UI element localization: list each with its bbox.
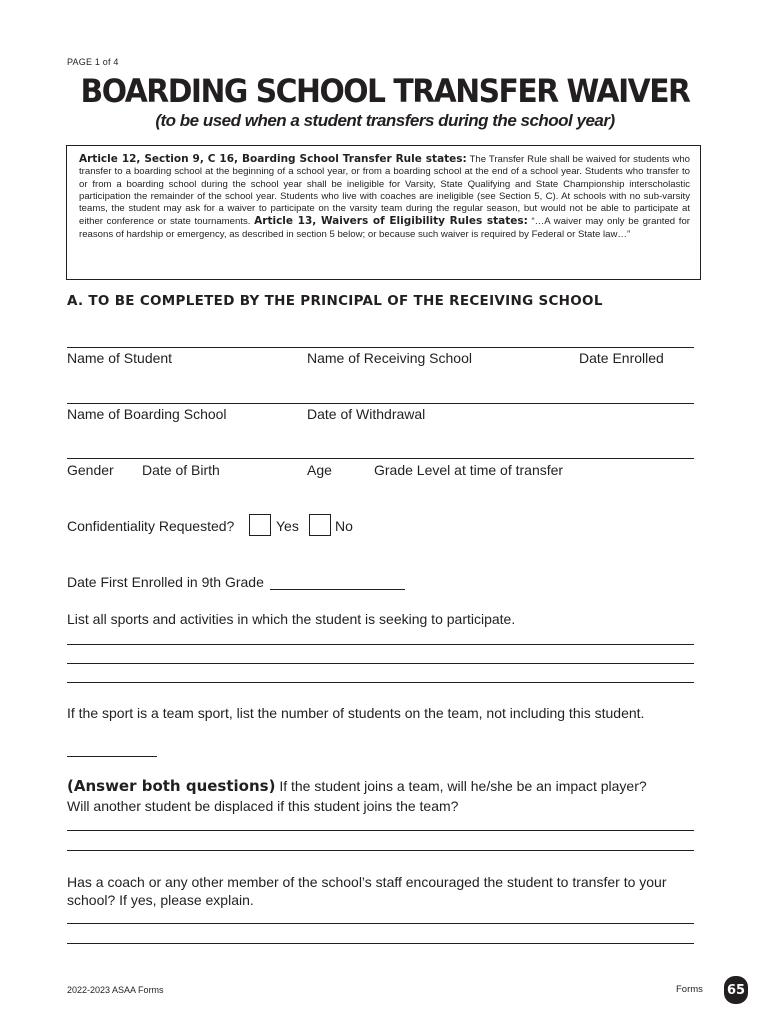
- footer-forms-year: 2022-2023 ASAA Forms: [67, 985, 164, 995]
- impact-player-question: If the student joins a team, will he/she be an impact player?: [275, 778, 647, 794]
- page-label: PAGE 1 of 4: [67, 57, 119, 67]
- coach-question-line-1: Has a coach or any other member of the school’s staff encouraged the student to transfer to your: [67, 874, 667, 890]
- sports-answer-line-3[interactable]: [67, 682, 694, 683]
- section-a-heading: A. TO BE COMPLETED BY THE PRINCIPAL OF THE RECEIVING SCHOOL: [67, 293, 603, 309]
- date-first-enrolled-line[interactable]: [270, 589, 405, 590]
- answer-both-line-1[interactable]: [67, 830, 694, 831]
- date-of-withdrawal-label: Date of Withdrawal: [307, 406, 426, 422]
- sports-answer-line-2[interactable]: [67, 663, 694, 664]
- confidentiality-no-checkbox[interactable]: [309, 514, 331, 536]
- coach-answer-line-2[interactable]: [67, 943, 694, 944]
- rule-heading-article-13: Article 13, Waivers of Eligibility Rules states:: [254, 215, 528, 228]
- rule-text-article-12: The Transfer Rule shall be waived for students who transfer to a boarding school at the beginning of a school year, or from a boarding school at the end of a school year. Students who transfer to or from a boarding school during the school year shall be ineligible for Varsity, State Qualifying and State Championship interscholastic participation the remainder of the school year. Students who live with coaches are ineligible (see Section 5, C). At schools with no sub-varsity teams, the student may ask for a waiver to participate on the varsity team during the regular season, but would not be able to participate at either conference or state tournaments.: [79, 154, 690, 228]
- confidentiality-no-label: No: [335, 518, 353, 534]
- row2-fill-line[interactable]: [67, 403, 694, 404]
- name-of-boarding-school-label: Name of Boarding School: [67, 406, 227, 422]
- form-title: BOARDING SCHOOL TRANSFER WAIVER: [80, 72, 690, 110]
- footer-section-label: Forms: [676, 984, 703, 995]
- transfer-rule-box: [66, 145, 701, 280]
- age-label: Age: [307, 462, 332, 478]
- rule-text-article-13: “…A waiver may only be granted for reasons of hardship or emergency, as described in section 5 below; or because such waiver is required by Federal or State law…”: [79, 216, 691, 240]
- displaced-student-question: Will another student be displaced if this student joins the team?: [67, 798, 459, 814]
- sports-prompt: List all sports and activities in which the student is seeking to participate.: [67, 611, 516, 627]
- grade-level-label: Grade Level at time of transfer: [374, 462, 564, 478]
- gender-label: Gender: [67, 462, 114, 478]
- row3-fill-line[interactable]: [67, 458, 694, 459]
- coach-answer-line-1[interactable]: [67, 923, 694, 924]
- page-number-badge: 65: [724, 976, 748, 1004]
- date-enrolled-label: Date Enrolled: [579, 350, 664, 366]
- date-of-birth-label: Date of Birth: [142, 462, 220, 478]
- name-of-student-label: Name of Student: [67, 350, 173, 366]
- confidentiality-label: Confidentiality Requested?: [67, 518, 235, 534]
- team-size-line[interactable]: [67, 756, 157, 757]
- rule-heading-article-12: Article 12, Section 9, C 16, Boarding School Transfer Rule states:: [79, 153, 467, 165]
- confidentiality-yes-checkbox[interactable]: [249, 514, 271, 536]
- answer-both-heading: (Answer both questions): [67, 777, 276, 795]
- row1-fill-line[interactable]: [67, 347, 694, 348]
- answer-both-question-1: [67, 777, 647, 795]
- team-sport-prompt: If the sport is a team sport, list the number of students on the team, not including this student.: [67, 705, 645, 721]
- sports-answer-line-1[interactable]: [67, 644, 694, 645]
- name-of-receiving-school-label: Name of Receiving School: [307, 350, 472, 366]
- answer-both-line-2[interactable]: [67, 850, 694, 851]
- confidentiality-yes-label: Yes: [276, 518, 299, 534]
- form-subtitle: (to be used when a student transfers during the school year): [155, 111, 615, 130]
- date-first-enrolled-label: Date First Enrolled in 9th Grade: [67, 574, 264, 590]
- coach-question-line-2: school? If yes, please explain.: [67, 892, 254, 908]
